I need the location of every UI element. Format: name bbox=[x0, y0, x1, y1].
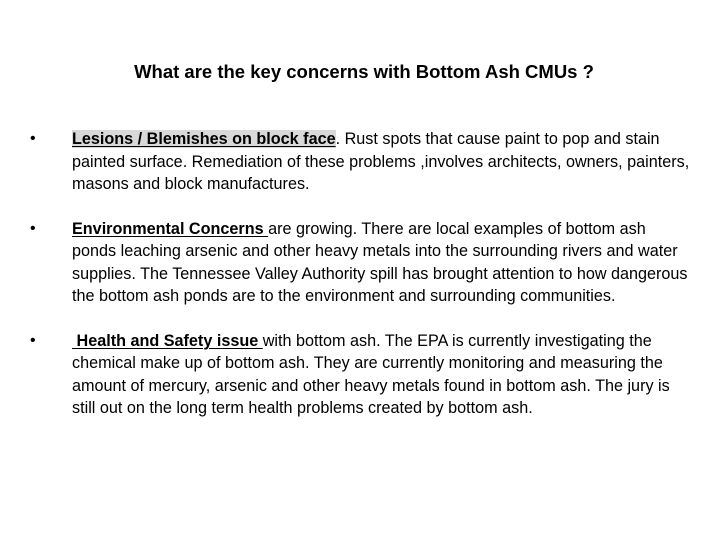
slide-title: What are the key concerns with Bottom Ash CMUs ? bbox=[134, 61, 594, 82]
bullet-item-health bbox=[30, 330, 690, 420]
bullet-item-environmental bbox=[30, 218, 690, 308]
bullet-item-lesions bbox=[30, 128, 690, 196]
bullet-marker: • bbox=[30, 219, 36, 237]
bullet-text-health: with bottom ash. The EPA is currently investigating the chemical make up of bottom ash. They are currently monitoring and measuring the amount of mercury, arsenic and other heavy metals found in bottom ash. The jury is still out on the long term health problems created by bottom ash. bbox=[72, 331, 670, 417]
bullet-term-environmental: Environmental Concerns bbox=[72, 219, 269, 238]
bullet-marker: • bbox=[30, 331, 36, 349]
bullet-text-lesions: . Rust spots that cause paint to pop and stain painted surface. Remediation of these problems ,involves architects, owners, painters, masons and block manufactures. bbox=[72, 130, 690, 193]
bullet-text-environmental: are growing. There are local examples of bottom ash ponds leaching arsenic and other heavy metals into the surrounding rivers and water supplies. The Tennessee Valley Authority spill has brought attention to how dangerous the bottom ash ponds are to the environment and surrounding communities. bbox=[72, 219, 688, 305]
bullet-list bbox=[30, 128, 690, 442]
bullet-term-health: Health and Safety issue bbox=[72, 331, 263, 350]
bullet-term-lesions: Lesions / Blemishes on block face bbox=[72, 130, 336, 148]
bullet-marker: • bbox=[30, 130, 36, 147]
